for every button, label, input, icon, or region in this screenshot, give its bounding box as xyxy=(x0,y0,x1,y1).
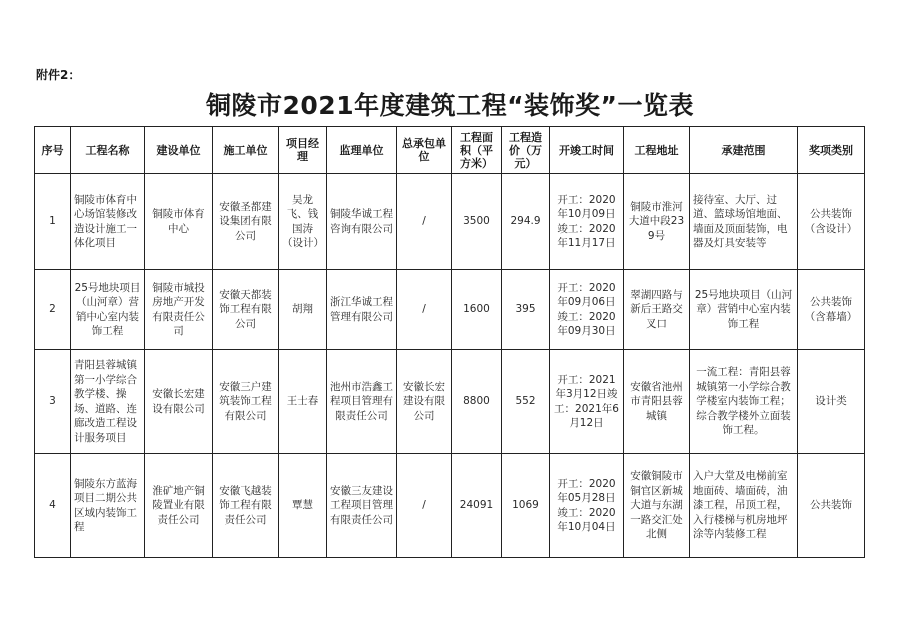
cell-seq: 2 xyxy=(35,270,71,350)
cell-address: 安徽省池州市青阳县蓉城镇 xyxy=(624,350,690,454)
header-seq: 序号 xyxy=(35,127,71,174)
cell-project-name: 铜陵市体育中心场馆装修改造设计施工一体化项目 xyxy=(71,174,145,270)
cell-seq: 4 xyxy=(35,454,71,558)
cell-cost: 1069 xyxy=(502,454,550,558)
cell-supervisor: 安徽三友建设工程项目管理有限责任公司 xyxy=(327,454,397,558)
table-row xyxy=(35,174,865,270)
cell-supervisor: 池州市浩鑫工程项目管理有限责任公司 xyxy=(327,350,397,454)
cell-manager: 吴龙飞、钱国涛（设计） xyxy=(279,174,327,270)
cell-cost: 395 xyxy=(502,270,550,350)
cell-general-contractor: / xyxy=(397,454,452,558)
cell-period: 开工：2020年09月06日竣工：2020年09月30日 xyxy=(550,270,624,350)
cell-scope: 25号地块项目（山河章）营销中心室内装饰工程 xyxy=(690,270,798,350)
cell-manager: 覃慧 xyxy=(279,454,327,558)
cell-period: 开工：2021年3月12日竣工：2021年6月12日 xyxy=(550,350,624,454)
header-address: 工程地址 xyxy=(624,127,690,174)
header-supervisor: 监理单位 xyxy=(327,127,397,174)
header-manager: 项目经理 xyxy=(279,127,327,174)
header-cost: 工程造价（万元） xyxy=(502,127,550,174)
attachment-label: 附件2： xyxy=(36,68,81,82)
award-table xyxy=(34,126,865,558)
cell-scope: 入户大堂及电梯前室地面砖、墙面砖，油漆工程，吊顶工程，入行楼梯与机房地坪涂等内装修工程 xyxy=(690,454,798,558)
cell-project-name: 铜陵东方蓝海项目二期公共区域内装饰工程 xyxy=(71,454,145,558)
header-period: 开竣工时间 xyxy=(550,127,624,174)
header-constructor: 施工单位 xyxy=(213,127,279,174)
table-row xyxy=(35,270,865,350)
cell-project-name: 青阳县蓉城镇第一小学综合教学楼、操场、道路、连廊改造工程设计服务项目 xyxy=(71,350,145,454)
cell-general-contractor: / xyxy=(397,270,452,350)
cell-category: 设计类 xyxy=(798,350,865,454)
cell-builder: 铜陵市体育中心 xyxy=(145,174,213,270)
cell-area: 3500 xyxy=(452,174,502,270)
table-row xyxy=(35,454,865,558)
cell-area: 8800 xyxy=(452,350,502,454)
cell-period: 开工：2020年10月09日竣工：2020年11月17日 xyxy=(550,174,624,270)
cell-seq: 1 xyxy=(35,174,71,270)
cell-category: 公共装饰（含设计） xyxy=(798,174,865,270)
cell-builder: 铜陵市城投房地产开发有限责任公司 xyxy=(145,270,213,350)
cell-scope: 接待室、大厅、过道、篮球场馆地面、墙面及顶面装饰，电器及灯具安装等 xyxy=(690,174,798,270)
cell-constructor: 安徽天都装饰工程有限公司 xyxy=(213,270,279,350)
document-title: 铜陵市2021年度建筑工程“装饰奖”一览表 xyxy=(206,91,694,120)
cell-cost: 294.9 xyxy=(502,174,550,270)
cell-constructor: 安徽圣都建设集团有限公司 xyxy=(213,174,279,270)
cell-constructor: 安徽三户建筑装饰工程有限公司 xyxy=(213,350,279,454)
cell-period: 开工：2020年05月28日竣工：2020年10月04日 xyxy=(550,454,624,558)
cell-category: 公共装饰（含幕墙） xyxy=(798,270,865,350)
header-category: 奖项类别 xyxy=(798,127,865,174)
cell-area: 24091 xyxy=(452,454,502,558)
cell-constructor: 安徽飞越装饰工程有限责任公司 xyxy=(213,454,279,558)
cell-scope: 一流工程：青阳县蓉城镇第一小学综合教学楼室内装饰工程；综合教学楼外立面装饰工程。 xyxy=(690,350,798,454)
cell-address: 铜陵市淮河大道中段239号 xyxy=(624,174,690,270)
header-scope: 承建范围 xyxy=(690,127,798,174)
cell-manager: 胡翔 xyxy=(279,270,327,350)
cell-manager: 王士春 xyxy=(279,350,327,454)
header-builder: 建设单位 xyxy=(145,127,213,174)
cell-area: 1600 xyxy=(452,270,502,350)
cell-address: 翠湖四路与新后王路交叉口 xyxy=(624,270,690,350)
cell-supervisor: 浙江华诚工程管理有限公司 xyxy=(327,270,397,350)
cell-cost: 552 xyxy=(502,350,550,454)
cell-address: 安徽铜陵市铜官区新城大道与东湖一路交汇处北侧 xyxy=(624,454,690,558)
header-general-contractor: 总承包单位 xyxy=(397,127,452,174)
header-area: 工程面积（平方米） xyxy=(452,127,502,174)
header-row xyxy=(35,127,865,174)
cell-project-name: 25号地块项目（山河章）营销中心室内装饰工程 xyxy=(71,270,145,350)
cell-general-contractor: / xyxy=(397,174,452,270)
cell-builder: 淮矿地产铜陵置业有限责任公司 xyxy=(145,454,213,558)
cell-seq: 3 xyxy=(35,350,71,454)
cell-general-contractor: 安徽长宏建设有限公司 xyxy=(397,350,452,454)
table-row xyxy=(35,350,865,454)
cell-builder: 安徽长宏建设有限公司 xyxy=(145,350,213,454)
header-project-name: 工程名称 xyxy=(71,127,145,174)
cell-supervisor: 铜陵华诚工程咨询有限公司 xyxy=(327,174,397,270)
cell-category: 公共装饰 xyxy=(798,454,865,558)
